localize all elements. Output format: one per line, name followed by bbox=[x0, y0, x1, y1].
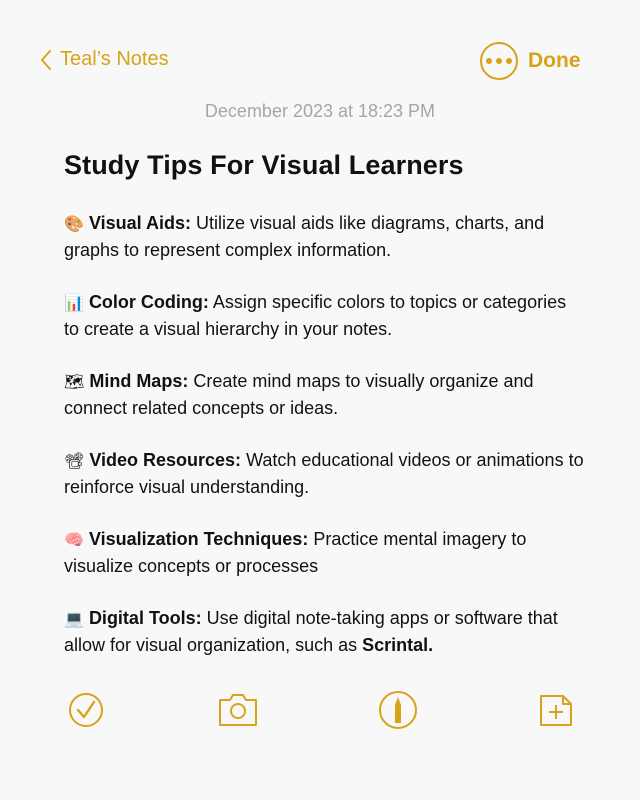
more-options-button[interactable] bbox=[480, 42, 518, 80]
map-icon: 🗺 bbox=[64, 372, 85, 391]
tip-text: Utilize visual aids like diagrams, charts, and graphs to represent complex information. bbox=[64, 213, 545, 260]
tip-visualization-techniques bbox=[64, 526, 584, 579]
note-timestamp: December 2023 at 18:23 PM bbox=[204, 101, 436, 121]
bar-chart-icon: 📊 bbox=[64, 293, 84, 312]
tip-visual-aids bbox=[64, 210, 584, 263]
tip-heading: Visual Aids: bbox=[88, 213, 191, 233]
markup-button[interactable] bbox=[378, 690, 418, 730]
camera-button[interactable] bbox=[217, 690, 257, 730]
new-note-icon bbox=[536, 690, 576, 730]
bottom-toolbar bbox=[0, 690, 640, 732]
tip-mind-maps bbox=[64, 368, 584, 421]
film-projector-icon: 📽 bbox=[64, 451, 85, 470]
ellipsis-dot bbox=[486, 58, 492, 64]
tip-emphasis: Scrintal. bbox=[362, 635, 434, 655]
checklist-button[interactable] bbox=[66, 690, 106, 730]
palette-icon: 🎨 bbox=[64, 214, 84, 233]
tip-video-resources bbox=[64, 447, 584, 500]
ellipsis-dot bbox=[496, 58, 502, 64]
tip-heading: Color Coding: bbox=[88, 292, 209, 312]
navigation-bar bbox=[0, 38, 640, 84]
note-title[interactable]: Study Tips For Visual Learners bbox=[64, 150, 464, 180]
camera-icon bbox=[217, 690, 259, 730]
tip-digital-tools bbox=[64, 605, 584, 658]
back-button[interactable] bbox=[40, 48, 169, 71]
back-label: Teal’s Notes bbox=[60, 48, 169, 70]
checklist-icon bbox=[66, 690, 106, 730]
ellipsis-dot bbox=[506, 58, 512, 64]
tip-text: Practice mental imagery to visualize concepts or processes bbox=[64, 529, 527, 576]
note-body[interactable] bbox=[64, 210, 584, 684]
tip-text: Create mind maps to visually organize and connect related concepts or ideas. bbox=[64, 371, 534, 418]
tip-text: Use digital note-taking apps or software that allow for visual organization, such as bbox=[64, 608, 558, 655]
tip-heading: Video Resources: bbox=[89, 450, 242, 470]
tip-heading: Visualization Techniques: bbox=[88, 529, 309, 549]
markup-pen-icon bbox=[378, 690, 418, 730]
compose-note-button[interactable] bbox=[536, 690, 576, 730]
laptop-icon: 💻 bbox=[64, 609, 84, 628]
tip-color-coding bbox=[64, 289, 584, 342]
brain-icon: 🧠 bbox=[64, 530, 84, 549]
done-button[interactable]: Done bbox=[528, 49, 581, 72]
tip-text: Assign specific colors to topics or categories to create a visual hierarchy in your notes. bbox=[64, 292, 567, 339]
tip-heading: Mind Maps: bbox=[89, 371, 189, 391]
tip-heading: Digital Tools: bbox=[88, 608, 202, 628]
chevron-left-icon bbox=[40, 49, 52, 71]
tip-text: Watch educational videos or animations to reinforce visual understanding. bbox=[64, 450, 584, 497]
